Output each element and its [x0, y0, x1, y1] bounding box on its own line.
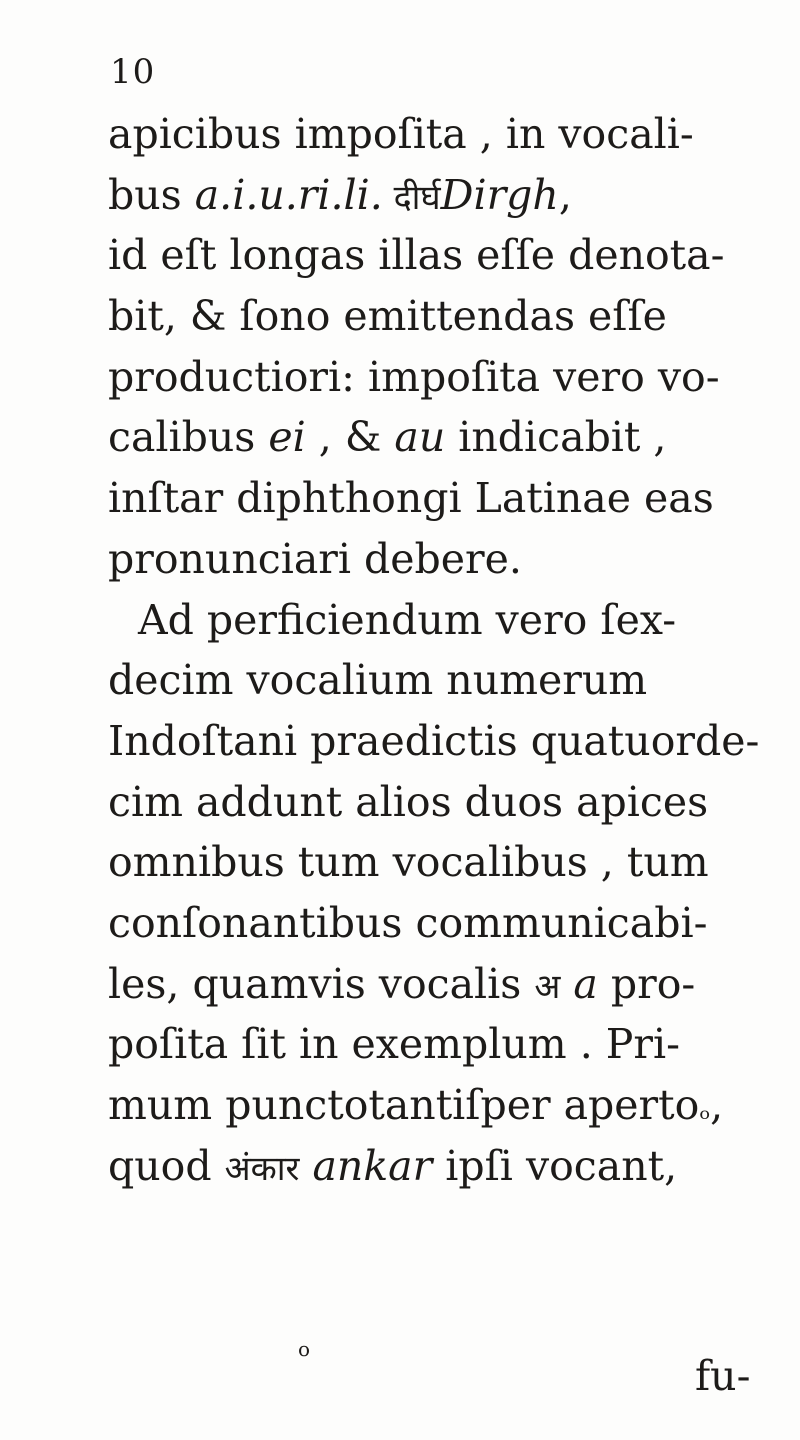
- text-line: [108, 225, 768, 286]
- text-segment: les, quamvis vocalis: [108, 959, 535, 1008]
- text-segment: ei: [268, 413, 306, 462]
- text-line: [108, 529, 768, 590]
- text-segment: conſonantibus communicabi-: [108, 898, 708, 947]
- text-segment: inſtar diphthongi Latinae eas: [108, 474, 714, 523]
- text-line: [108, 1014, 768, 1075]
- text-segment: cim addunt alios duos apices: [108, 777, 709, 826]
- text-line: [108, 893, 768, 954]
- text-line: [108, 772, 768, 833]
- text-line: [108, 407, 768, 468]
- catchword: fu-: [695, 1352, 751, 1400]
- text-segment: Ad perficiendum vero ſex-: [138, 595, 677, 644]
- text-segment: omnibus tum vocalibus , tum: [108, 838, 709, 887]
- text-segment: indicabit ,: [445, 413, 667, 462]
- text-segment: decim vocalium numerum: [108, 656, 648, 705]
- text-segment: bit, & ſono emittendas eſſe: [108, 292, 667, 341]
- text-segment: Indoſtani praedictis quatuorde-: [108, 716, 760, 765]
- text-segment: Dirgh: [440, 170, 559, 219]
- devanagari-text: अंकार: [224, 1148, 300, 1189]
- text-segment: ipſi vocant,: [432, 1141, 678, 1190]
- text-segment: au: [394, 413, 446, 462]
- text-segment: ankar: [312, 1141, 433, 1190]
- text-segment: [299, 1142, 312, 1190]
- text-line: [108, 104, 768, 165]
- text-segment: [560, 960, 573, 1008]
- text-segment: , &: [305, 413, 395, 462]
- text-segment: a: [573, 959, 598, 1008]
- text-line: [108, 590, 768, 651]
- text-line: [108, 286, 768, 347]
- text-line: [108, 954, 768, 1015]
- text-line: [108, 832, 768, 893]
- text-line: [108, 468, 768, 529]
- text-line: [108, 1136, 768, 1197]
- text-line: [108, 347, 768, 408]
- text-segment: calibus: [108, 413, 269, 462]
- body-text: [108, 104, 768, 1196]
- circle-mark: o: [298, 1337, 311, 1361]
- text-segment: pro-: [597, 959, 696, 1008]
- text-segment: ,: [710, 1081, 724, 1129]
- text-segment: poſita ſit in exemplum . Pri-: [108, 1020, 680, 1069]
- text-segment: id eſt longas illas eſſe denota-: [108, 231, 725, 280]
- devanagari-text: अ: [534, 966, 561, 1007]
- text-segment: ,: [558, 170, 572, 219]
- text-segment: productiori: impoſita vero vo-: [108, 352, 720, 401]
- text-line: [108, 1075, 768, 1136]
- text-line: [108, 650, 768, 711]
- text-segment: bus: [108, 170, 195, 219]
- text-line: [108, 165, 768, 226]
- text-segment: pronunciari debere.: [108, 534, 522, 583]
- text-segment: a.i.u.ri.li.: [194, 170, 383, 219]
- text-segment: apicibus impoſita , in vocali-: [108, 110, 694, 158]
- devanagari-text: दीर्घ: [382, 177, 441, 218]
- text-segment: ₒ: [699, 1093, 711, 1126]
- page-number: 10: [110, 52, 156, 92]
- text-segment: mum punctotantiſper aperto: [108, 1081, 700, 1129]
- text-line: [108, 711, 768, 772]
- text-segment: quod: [108, 1141, 225, 1190]
